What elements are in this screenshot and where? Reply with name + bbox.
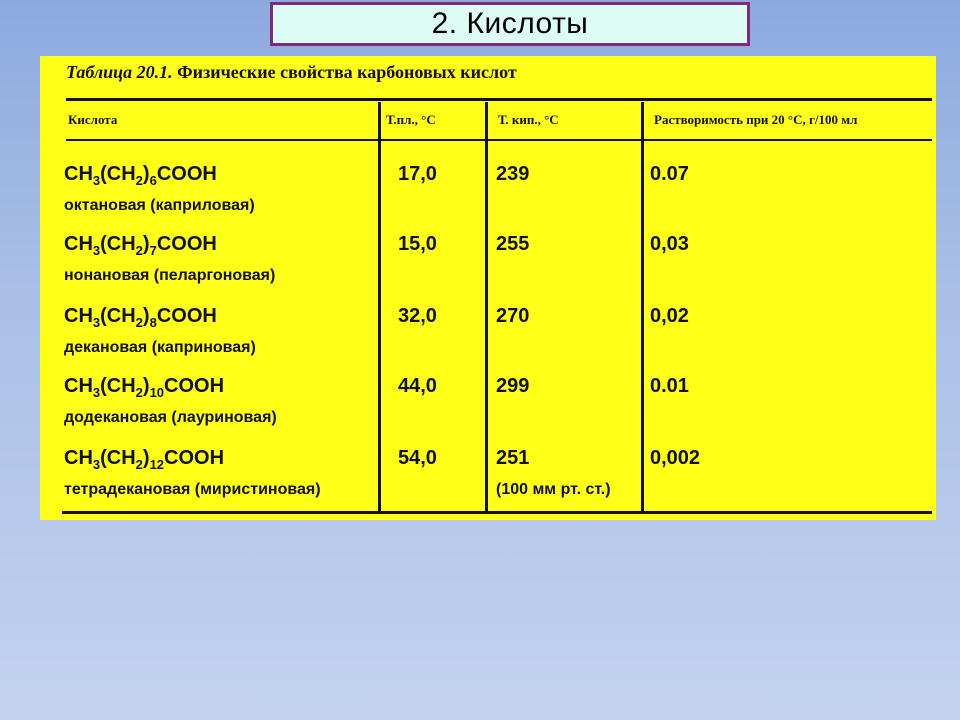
row-5-melting: 54,0 [398,447,437,469]
row-2-solubility: 0,03 [650,233,689,255]
header-melting: Т.пл., °С [386,112,436,127]
table-caption [66,62,517,83]
row-4-formula: $CH_3(CH_2)_{10}COOH$ [64,375,225,400]
table-caption-text: Физические свойства карбоновых кислот [177,62,517,82]
row-3-melting: 32,0 [398,305,437,327]
row-3-name: декановая (каприновая) [64,339,256,356]
slide-title: 2. Кислоты [431,7,589,40]
row-5-solubility: 0,002 [650,447,701,469]
bottom-rule [62,511,932,514]
row-4-boiling: 299 [496,375,530,397]
row-2-boiling: 255 [496,233,530,255]
row-5-boiling-note: (100 мм рт. ст.) [496,481,611,498]
scanned-table [40,56,936,520]
row-1-solubility: 0.07 [650,163,689,185]
top-rule [66,98,932,101]
header-acid: Кислота [68,112,118,127]
row-2-formula: $CH_3(CH_2)_7COOH$ [64,233,217,258]
row-4-solubility: 0.01 [650,375,689,397]
row-1-melting: 17,0 [398,163,437,185]
row-3-boiling: 270 [496,305,530,327]
slide-title-box [270,2,750,46]
header-rule [66,139,932,141]
table-caption-prefix: Таблица 20.1. [66,62,173,82]
row-1-boiling: 239 [496,163,530,185]
row-1-name: октановая (каприловая) [64,197,255,214]
row-1-formula: $CH_3(CH_2)_6COOH$ [64,163,217,188]
column-divider-2 [485,102,488,512]
row-5-boiling: 251 [496,447,530,469]
header-boiling: Т. кип., °С [498,112,559,127]
row-3-formula: $CH_3(CH_2)_8COOH$ [64,305,217,330]
row-4-name: додекановая (лауриновая) [64,409,277,426]
row-3-solubility: 0,02 [650,305,689,327]
row-2-name: нонановая (пеларгоновая) [64,267,276,284]
row-5-formula: $CH_3(CH_2)_{12}COOH$ [64,447,225,472]
row-2-melting: 15,0 [398,233,437,255]
column-divider-1 [378,102,381,512]
row-5-name: тетрадекановая (миристиновая) [64,481,321,498]
header-solubility: Растворимость при 20 °С, г/100 мл [654,112,858,127]
column-divider-3 [641,102,644,512]
row-4-melting: 44,0 [398,375,437,397]
